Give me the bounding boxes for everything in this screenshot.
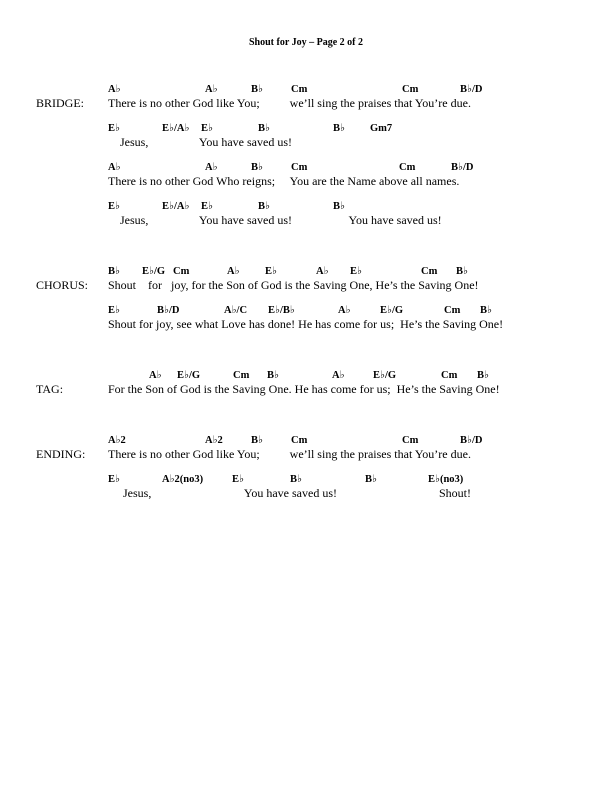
lyric-line: There is no other God Who reigns; You are the Name above all names. [108, 174, 460, 188]
chord: A♭ [227, 266, 240, 277]
chord: A♭ [108, 84, 121, 95]
chord: B♭ [477, 370, 489, 381]
chord: B♭ [365, 474, 377, 485]
chord: E♭/G [177, 370, 201, 381]
chord: E♭ [108, 201, 120, 212]
chord: A♭ [332, 370, 345, 381]
chord: B♭ [251, 84, 263, 95]
chord: B♭ [251, 162, 263, 173]
chord: B♭ [480, 305, 492, 316]
section-label-ending: ENDING: [36, 447, 86, 461]
chord: Cm [402, 84, 419, 95]
chord: E♭ [108, 305, 120, 316]
chord: B♭/D [460, 84, 483, 95]
chord: B♭ [267, 370, 279, 381]
chord: E♭/A♭ [162, 201, 190, 212]
chord: Cm [441, 370, 458, 381]
section-label-chorus: CHORUS: [36, 278, 89, 292]
chord: Cm [291, 84, 308, 95]
section-label-tag: TAG: [36, 382, 64, 396]
chord: B♭ [258, 123, 270, 134]
chord: Cm [399, 162, 416, 173]
lyric-line: There is no other God like You; we’ll sing the praises that You’re due. [108, 96, 471, 110]
chord: E♭/G [142, 266, 166, 277]
chord: A♭ [338, 305, 351, 316]
lyric-line: Shout for joy, see what Love has done! He has come for us; He’s the Saving One! [108, 317, 504, 331]
chord: B♭/D [157, 305, 180, 316]
chord: B♭ [108, 266, 120, 277]
lyric-line: For the Son of God is the Saving One. He has come for us; He’s the Saving One! [108, 382, 500, 396]
chord: A♭ [205, 84, 218, 95]
chord: A♭ [316, 266, 329, 277]
chord: E♭ [350, 266, 362, 277]
chord: E♭/B♭ [268, 305, 295, 316]
chord: A♭ [205, 162, 218, 173]
chord: E♭/G [373, 370, 397, 381]
chord: B♭ [456, 266, 468, 277]
chord: E♭/A♭ [162, 123, 190, 134]
chord: A♭ [108, 162, 121, 173]
chord: A♭/C [224, 305, 248, 316]
lyric-line: Jesus, You have saved us! You have saved us! [108, 213, 442, 227]
chord: E♭ [232, 474, 244, 485]
chord: B♭ [290, 474, 302, 485]
chord: B♭ [333, 123, 345, 134]
chord: Cm [173, 266, 190, 277]
chord: B♭/D [451, 162, 474, 173]
chord: Cm [233, 370, 250, 381]
lyric-line: There is no other God like You; we’ll sing the praises that You’re due. [108, 447, 471, 461]
lyric-line: Jesus, You have saved us! [108, 135, 292, 149]
chord: A♭2 [108, 435, 126, 446]
chord: E♭ [201, 201, 213, 212]
chord: B♭ [251, 435, 263, 446]
chord: Cm [291, 435, 308, 446]
page-title: Shout for Joy – Page 2 of 2 [249, 37, 363, 48]
chord: B♭ [333, 201, 345, 212]
chord: Cm [444, 305, 461, 316]
lyric-line: Shout for joy, for the Son of God is the Saving One, He’s the Saving One! [108, 278, 479, 292]
chord: Cm [291, 162, 308, 173]
chord: Cm [421, 266, 438, 277]
chord: A♭ [149, 370, 162, 381]
chord: E♭ [108, 123, 120, 134]
chord: E♭ [201, 123, 213, 134]
section-label-bridge: BRIDGE: [36, 96, 84, 110]
chord: E♭/G [380, 305, 404, 316]
chord: E♭(no3) [428, 474, 464, 485]
chord: Gm7 [370, 123, 393, 134]
chord: Cm [402, 435, 419, 446]
chord: A♭2 [205, 435, 223, 446]
lyric-line: Jesus, You have saved us! Shout! [108, 486, 471, 500]
chord: A♭2(no3) [162, 474, 204, 485]
chord: B♭/D [460, 435, 483, 446]
chord: E♭ [265, 266, 277, 277]
chord: E♭ [108, 474, 120, 485]
chord: B♭ [258, 201, 270, 212]
